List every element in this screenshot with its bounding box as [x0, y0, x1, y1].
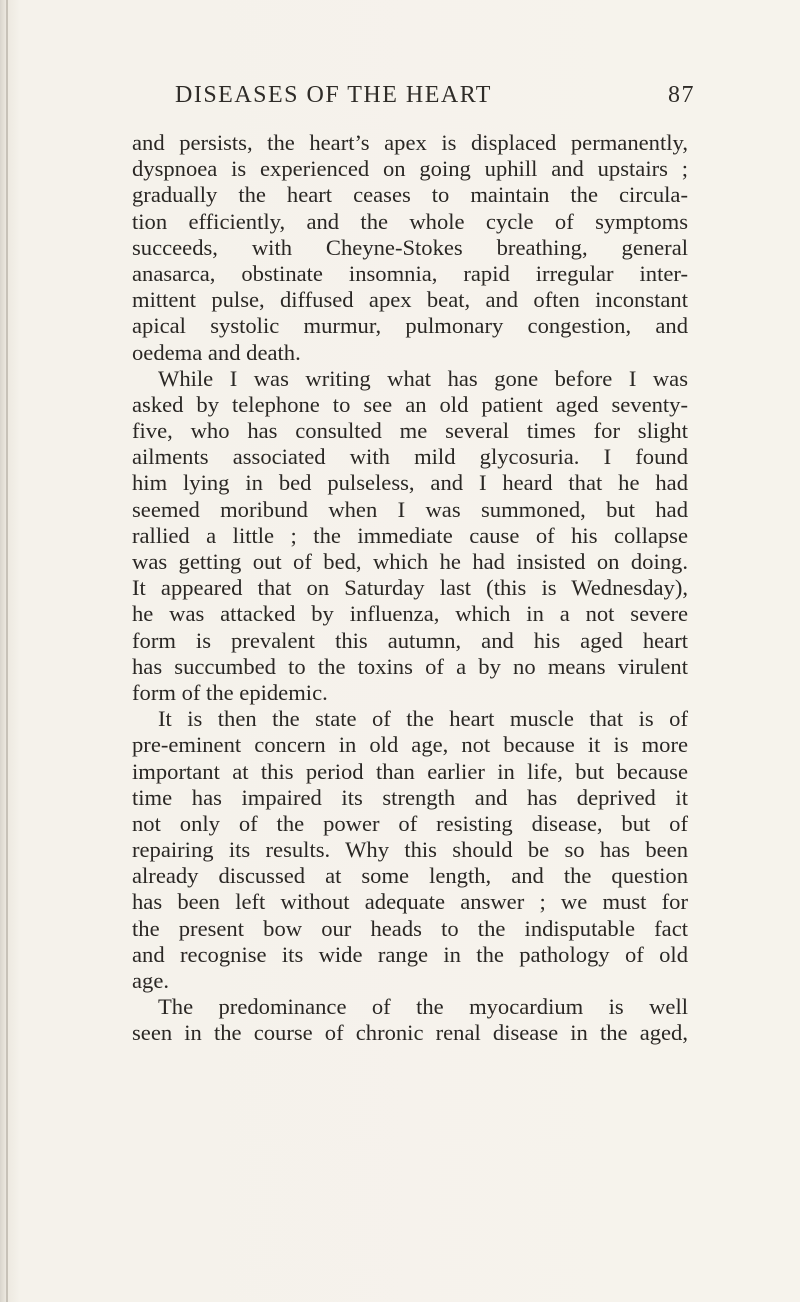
text-line: five, who has consulted me several times for slight	[132, 418, 688, 444]
running-header	[175, 82, 695, 118]
text-line: anasarca, obstinate insomnia, rapid irregular inter-	[132, 260, 688, 286]
text-line: It appeared that on Saturday last (this is Wednesday),	[132, 575, 688, 601]
text-line: form is prevalent this autumn, and his aged heart	[132, 627, 688, 653]
text-line: mittent pulse, diffused apex beat, and often inconstant	[132, 287, 688, 313]
text-line: pre-eminent concern in old age, not because it is more	[132, 732, 688, 758]
text-line: was getting out of bed, which he had insisted on doing.	[132, 549, 688, 574]
text-line: and recognise its wide range in the pathology of old	[132, 941, 688, 967]
text-line: apical systolic murmur, pulmonary congestion, and	[132, 313, 688, 339]
text-line: has succumbed to the toxins of a by no means virulent	[132, 653, 688, 679]
text-line: ailments associated with mild glycosuria. I found	[132, 444, 688, 470]
text-line: already discussed at some length, and the question	[132, 863, 688, 889]
text-line: dyspnoea is experienced on going uphill and upstairs ;	[132, 156, 688, 182]
text-line: not only of the power of resisting disease, but of	[132, 810, 688, 836]
text-line: It is then the state of the heart muscle that is of	[158, 706, 688, 732]
page-gutter-edge	[6, 0, 8, 1302]
text-line: repairing its results. Why this should be so has been	[132, 837, 688, 863]
body-text	[132, 130, 688, 1047]
text-line: While I was writing what has gone before I was	[158, 365, 688, 391]
text-line: tion efficiently, and the whole cycle of symptoms	[132, 208, 688, 234]
page-number: 87	[668, 82, 695, 108]
text-line: rallied a little ; the immediate cause of his collapse	[132, 522, 688, 548]
text-line: seemed moribund when I was summoned, but had	[132, 496, 688, 522]
text-line: The predominance of the myocardium is well	[158, 994, 688, 1020]
text-line: him lying in bed pulseless, and I heard that he had	[132, 470, 688, 496]
text-line: seen in the course of chronic renal disease in the aged,	[132, 1020, 688, 1046]
running-title: DISEASES OF THE HEART	[175, 82, 492, 108]
text-line: important at this period than earlier in life, but because	[132, 758, 688, 784]
text-line: has been left without adequate answer ; we must for	[132, 889, 688, 915]
text-line: form of the epidemic.	[132, 679, 328, 705]
text-line: the present bow our heads to the indisputable fact	[132, 915, 688, 941]
text-line: succeeds, with Cheyne-Stokes breathing, general	[132, 234, 688, 260]
text-line: age.	[132, 968, 170, 993]
text-line: gradually the heart ceases to maintain the circula-	[132, 182, 688, 208]
text-line: and persists, the heart’s apex is displaced permanently,	[132, 130, 688, 155]
text-line: he was attacked by influenza, which in a not severe	[132, 601, 688, 627]
text-line: asked by telephone to see an old patient aged seventy-	[132, 391, 688, 417]
text-line: time has impaired its strength and has deprived it	[132, 784, 688, 810]
text-line: oedema and death.	[132, 339, 301, 365]
